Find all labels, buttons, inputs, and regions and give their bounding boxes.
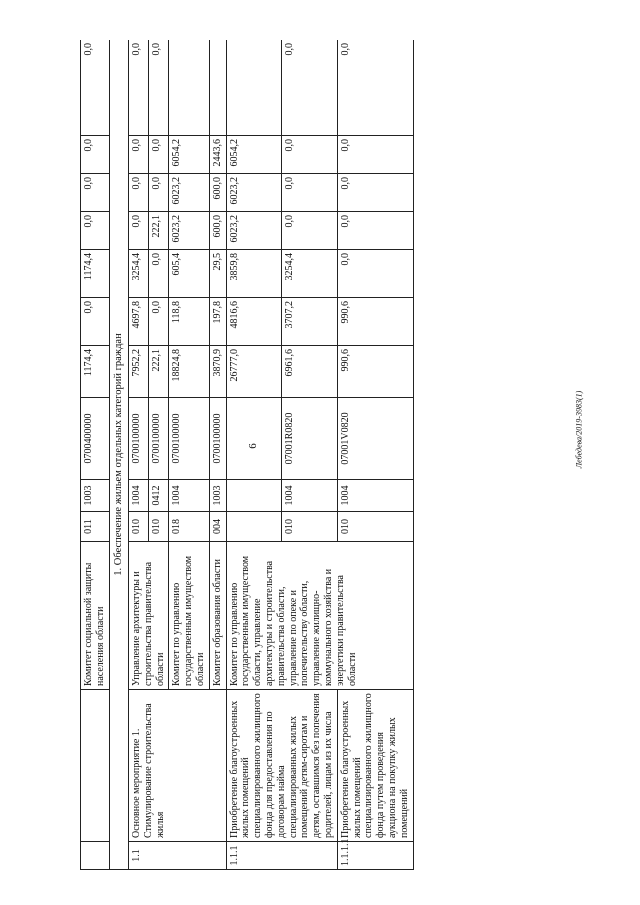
value-cell: 6054,2 — [226, 136, 282, 174]
executor: Комитет социальной защиты населения области — [81, 542, 110, 690]
value-cell: 0,0 — [149, 250, 169, 298]
rzpr-code — [226, 480, 282, 512]
value-cell: 0,0 — [282, 212, 338, 250]
value-cell: 0,0 — [149, 136, 169, 174]
value-cell: 1174,4 — [81, 346, 110, 398]
rzpr-code: 0412 — [149, 480, 169, 512]
grbs-code: 010 — [128, 512, 148, 542]
value-cell: 6023,2 — [169, 174, 209, 212]
value-cell: 0,0 — [282, 174, 338, 212]
value-cell: 18824,8 — [169, 346, 209, 398]
value-cell: 0,0 — [149, 298, 169, 346]
section-row — [109, 40, 128, 870]
value-cell: 0,0 — [128, 212, 148, 250]
value-cell: 0,0 — [337, 212, 413, 250]
value-cell: 3254,4 — [128, 250, 148, 298]
value-cell: 0,0 — [337, 250, 413, 298]
csr-code — [226, 398, 282, 480]
executor: Комитет по управлению государственным имуществом области, управление архитектуры и строительства правительства области, управление по опеке и попечительству области, управление жилищно-коммунального хозяйства и энергетики правительства области — [226, 542, 413, 690]
value-cell: 0,0 — [81, 298, 110, 346]
csr-code: 0700100000 — [149, 398, 169, 480]
value-cell: 4816,6 — [226, 298, 282, 346]
grbs-code: 011 — [81, 512, 110, 542]
value-cell: 600,0 — [209, 174, 226, 212]
value-cell: 0,0 — [128, 136, 148, 174]
table-row — [81, 40, 110, 870]
value-cell: 6054,2 — [169, 136, 209, 174]
value-cell: 222,1 — [149, 212, 169, 250]
value-cell: 600,0 — [209, 212, 226, 250]
row-number: 1.1.1.1 — [337, 842, 413, 870]
value-cell: 6023,2 — [226, 174, 282, 212]
rzpr-code: 1004 — [169, 480, 209, 512]
executor: Комитет по управлению государственным имуществом области — [169, 542, 209, 690]
section-title: 1. Обеспечение жильем отдельных категорий граждан — [109, 40, 128, 870]
value-cell: 605,4 — [169, 250, 209, 298]
value-cell: 0,0 — [337, 174, 413, 212]
value-cell: 6961,6 — [282, 346, 338, 398]
value-cell: 0,0 — [128, 174, 148, 212]
value-cell — [209, 40, 226, 136]
value-cell: 0,0 — [81, 174, 110, 212]
value-cell: 0,0 — [337, 136, 413, 174]
measure-name — [81, 690, 110, 842]
row-number: 1.1 — [128, 842, 226, 870]
csr-code: 0700100000 — [169, 398, 209, 480]
csr-code: 0700400000 — [81, 398, 110, 480]
value-cell: 0,0 — [282, 136, 338, 174]
value-cell: 0,0 — [282, 40, 338, 136]
csr-code: 07001R0820 — [282, 398, 338, 480]
value-cell: 0,0 — [337, 40, 413, 136]
row-number: 1.1.1 — [226, 842, 337, 870]
csr-code: 0700100000 — [128, 398, 148, 480]
value-cell: 222,1 — [149, 346, 169, 398]
value-cell: 0,0 — [81, 40, 110, 136]
value-cell: 0,0 — [149, 40, 169, 136]
document-stamp: Лебедева/2019-3983(1) — [574, 390, 584, 469]
value-cell — [169, 40, 209, 136]
row-number — [81, 842, 110, 870]
value-cell: 197,8 — [209, 298, 226, 346]
value-cell: 7952,2 — [128, 346, 148, 398]
value-cell: 0,0 — [128, 40, 148, 136]
measure-name: Приобретение благоустроенных жилых помещений специализированного жилищного фонда для предоставления по договорам найма специализированных жилых помещений детям-сиротам и детям, оставшимся без попечения родителей, лицам из их числа — [226, 690, 337, 842]
value-cell: 0,0 — [149, 174, 169, 212]
grbs-code: 004 — [209, 512, 226, 542]
value-cell: 3707,2 — [282, 298, 338, 346]
grbs-code: 010 — [337, 512, 413, 542]
table-sheet — [80, 40, 580, 870]
value-cell: 6023,2 — [226, 212, 282, 250]
value-cell: 0,0 — [81, 212, 110, 250]
rotated-table-container — [80, 40, 580, 870]
value-cell: 3859,8 — [226, 250, 282, 298]
table-row — [337, 40, 413, 870]
rzpr-code: 1004 — [128, 480, 148, 512]
rzpr-code: 1004 — [282, 480, 338, 512]
value-cell: 4697,8 — [128, 298, 148, 346]
grbs-code: 010 — [149, 512, 169, 542]
csr-code: 0700100000 — [209, 398, 226, 480]
page-number: 6 — [246, 443, 259, 449]
value-cell: 3870,9 — [209, 346, 226, 398]
value-cell: 26777,0 — [226, 346, 282, 398]
value-cell: 990,6 — [337, 298, 413, 346]
grbs-code: 010 — [282, 512, 338, 542]
table-row — [226, 40, 282, 870]
value-cell: 0,0 — [81, 136, 110, 174]
value-cell — [226, 40, 282, 136]
value-cell: 6023,2 — [169, 212, 209, 250]
grbs-code — [226, 512, 282, 542]
value-cell: 990,6 — [337, 346, 413, 398]
value-cell: 1174,4 — [81, 250, 110, 298]
value-cell: 29,5 — [209, 250, 226, 298]
measure-name: Приобретение благоустроенных жилых помещений специализированного жилищного фонда путем проведения аукциона на покупку жилых помещений — [337, 690, 413, 842]
executor: Управление архитектуры и строительства правительства области — [128, 542, 168, 690]
table-row — [128, 40, 148, 870]
executor: Комитет образования области — [209, 542, 226, 690]
measure-name: Основное мероприятие 1. Стимулирование строительства жилья — [128, 690, 226, 842]
value-cell: 118,8 — [169, 298, 209, 346]
value-cell: 2443,6 — [209, 136, 226, 174]
rzpr-code: 1003 — [209, 480, 226, 512]
csr-code: 07001V0820 — [337, 398, 413, 480]
value-cell: 3254,4 — [282, 250, 338, 298]
grbs-code: 018 — [169, 512, 209, 542]
budget-table — [80, 40, 414, 870]
rzpr-code: 1003 — [81, 480, 110, 512]
rzpr-code: 1004 — [337, 480, 413, 512]
